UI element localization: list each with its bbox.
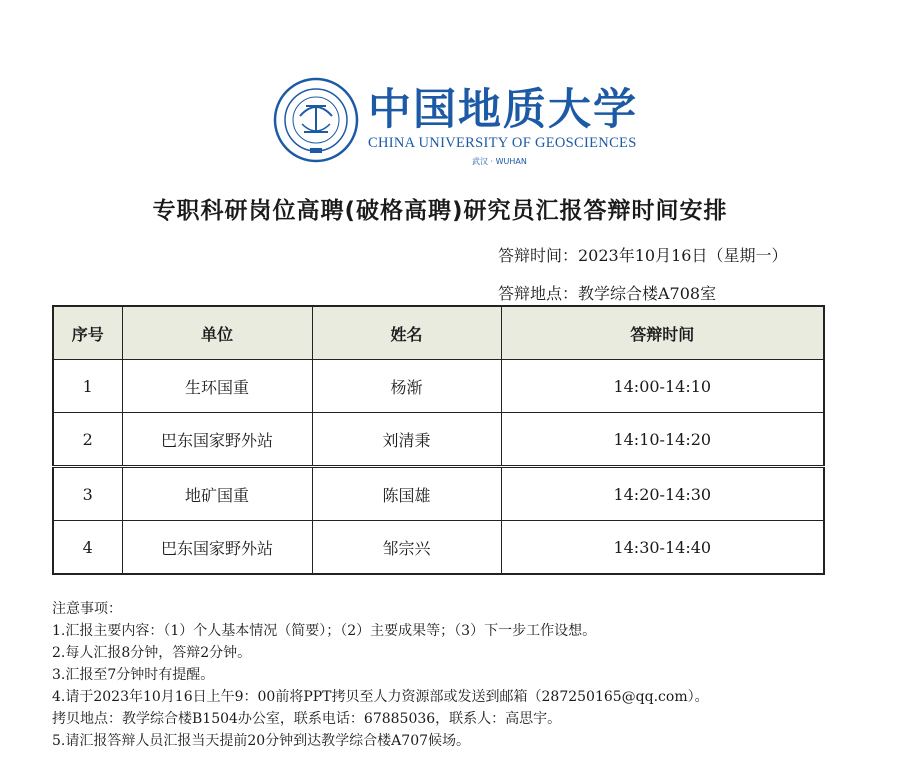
- table-row: [53, 467, 824, 521]
- table-header-row: [53, 306, 824, 360]
- university-logo: [272, 72, 642, 172]
- row-time: 14:20-14:30: [501, 467, 824, 521]
- row-index: 4: [53, 521, 122, 575]
- row-name: 刘清秉: [312, 413, 501, 467]
- note-line: 3.汇报至7分钟时有提醒。: [52, 667, 215, 683]
- header-time: 答辩时间: [501, 306, 824, 360]
- row-unit: 地矿国重: [122, 467, 312, 521]
- row-time: 14:00-14:10: [501, 360, 824, 413]
- note-line: 1.汇报主要内容：（1）个人基本情况（简要）；（2）主要成果等；（3）下一步工作设想。: [52, 623, 597, 639]
- notes-heading: 注意事项：: [52, 601, 122, 617]
- note-line: 5.请汇报答辩人员汇报当天提前20分钟到达教学综合楼A707候场。: [52, 733, 471, 749]
- row-index: 2: [53, 413, 122, 467]
- row-unit: 巴东国家野外站: [122, 521, 312, 575]
- row-index: 3: [53, 467, 122, 521]
- logo-city: 武汉 · WUHAN: [472, 157, 527, 166]
- row-name: 邹宗兴: [312, 521, 501, 575]
- note-line: 2.每人汇报8分钟，答辩2分钟。: [52, 645, 252, 661]
- row-unit: 巴东国家野外站: [122, 413, 312, 467]
- row-index: 1: [53, 360, 122, 413]
- row-name: 陈国雄: [312, 467, 501, 521]
- defense-location: 答辩地点：教学综合楼A708室: [498, 284, 717, 303]
- header-index: 序号: [53, 306, 122, 360]
- notes-section: [52, 598, 892, 752]
- header-name: 姓名: [312, 306, 501, 360]
- page-title: 专职科研岗位高聘(破格高聘)研究员汇报答辩时间安排: [152, 198, 728, 224]
- row-unit: 生环国重: [122, 360, 312, 413]
- note-line: 4.请于2023年10月16日上午9：00前将PPT拷贝至人力资源部或发送到邮箱（287250165@qq.com）。: [52, 689, 709, 705]
- schedule-table: [52, 305, 825, 575]
- note-line: 拷贝地点：教学综合楼B1504办公室，联系电话：67885036，联系人：高思宇。: [52, 711, 562, 727]
- logo-english-name: CHINA UNIVERSITY OF GEOSCIENCES: [368, 135, 637, 151]
- row-time: 14:30-14:40: [501, 521, 824, 575]
- table-row: [53, 360, 824, 413]
- defense-time: 答辩时间：2023年10月16日（星期一）: [498, 246, 788, 265]
- row-time: 14:10-14:20: [501, 413, 824, 467]
- row-name: 杨渐: [312, 360, 501, 413]
- table-row: [53, 521, 824, 575]
- header-unit: 单位: [122, 306, 312, 360]
- table-row: [53, 413, 824, 467]
- logo-chinese-name: 中国地质大学: [368, 85, 638, 135]
